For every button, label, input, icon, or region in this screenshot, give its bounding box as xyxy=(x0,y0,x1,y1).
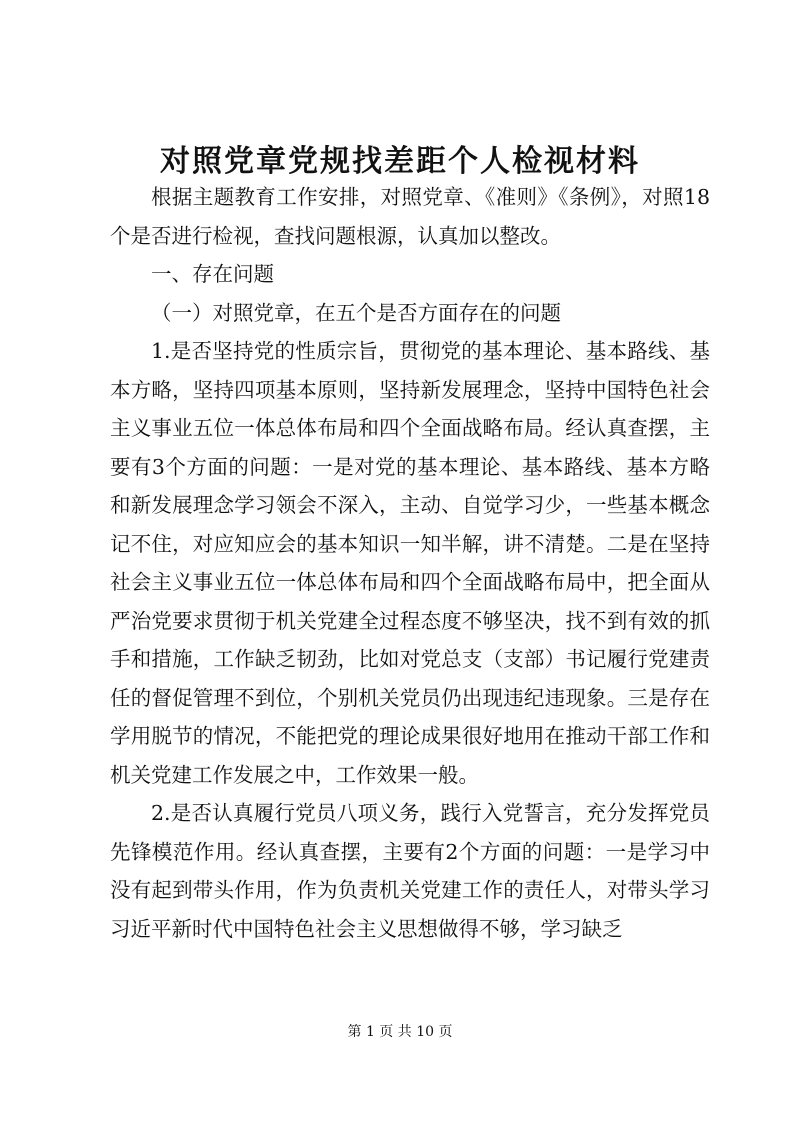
item-1-paragraph: 1.是否坚持党的性质宗旨，贯彻党的基本理论、基本路线、基本方略，坚持四项基本原则，坚持新发展理念，坚持中国特色社会主义事业五位一体总体布局和四个全面战略布局。经认真查摆，主要有3个方面的问题：一是对党的基本理论、基本路线、基本方略和新发展理念学习领会不深入，主动、自觉学习少，一些基本概念记不住，对应知应会的基本知识一知半解，讲不清楚。二是在坚持社会主义事业五位一体总体布局和四个全面战略布局中，把全面从严治党要求贯彻于机关党建全过程态度不够坚决，找不到有效的抓手和措施，工作缺乏韧劲，比如对党总支（支部）书记履行党建责任的督促管理不到位，个别机关党员仍出现违纪违现象。三是存在学用脱节的情况，不能把党的理论成果很好地用在推动干部工作和机关党建工作发展之中，工作效果一般。 xyxy=(110,339,710,787)
item-2-paragraph: 2.是否认真履行党员八项义务，践行入党誓言，充分发挥党员先锋模范作用。经认真查摆，主要有2个方面的问题：一是学习中没有起到带头作用，作为负责机关党建工作的责任人，对带头学习习近平新时代中国特色社会主义思想做得不够，学习缺乏 xyxy=(110,801,710,941)
document-title: 对照党章党规找差距个人检视材料 xyxy=(160,144,640,179)
page-number-footer: 第 1 页 共 10 页 xyxy=(347,1024,453,1040)
section-heading: 一、存在问题 xyxy=(151,262,274,286)
subsection-heading: （一）对照党章，在五个是否方面存在的问题 xyxy=(151,300,561,325)
intro-paragraph: 根据主题教育工作安排，对照党章、《准则》《条例》，对照18个是否进行检视，查找问题根源，认真加以整改。 xyxy=(110,185,710,248)
document-body xyxy=(110,178,710,948)
